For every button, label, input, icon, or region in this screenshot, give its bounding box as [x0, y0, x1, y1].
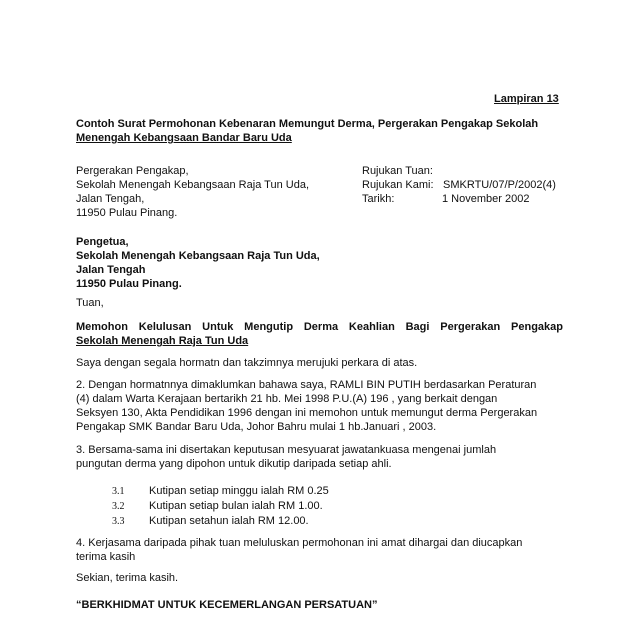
recipient-line: Sekolah Menengah Kebangsaan Raja Tun Uda, [76, 250, 320, 262]
sender-line: Pergerakan Pengakap, [76, 165, 189, 177]
list-item [112, 514, 329, 529]
motto: “BERKHIDMAT UNTUK KECEMERLANGAN PERSATUAN” [76, 599, 378, 611]
paragraph-2-line: 2. Dengan hormatnnya dimaklumkan bahawa saya, RAMLI BIN PUTIH berdasarkan Peraturan [76, 379, 537, 391]
paragraph-4 [76, 536, 522, 564]
list-item [112, 499, 329, 514]
list-item-number: 3.2 [112, 501, 125, 512]
list-item-number: 3.3 [112, 516, 125, 527]
paragraph-2-line: (4) dalam Warta Kerajaan bertarikh 21 hb. Mei 1998 P.U.(A) 196 , yang berkait dengan [76, 393, 498, 405]
contribution-list [112, 484, 329, 529]
recipient-line: Jalan Tengah [76, 264, 146, 276]
paragraph-4-line: 4. Kerjasama daripada pihak tuan meluluskan permohonan ini amat dihargai dan diucapkan [76, 537, 523, 549]
list-item-text: Kutipan setahun ialah RM 12.00. [149, 515, 309, 527]
paragraph-4-line: terima kasih [76, 551, 136, 563]
paragraph-2 [76, 378, 537, 434]
reference-ours-label: Rujukan Kami: [362, 179, 434, 191]
recipient-address [76, 235, 320, 291]
list-item-number: 3.1 [112, 486, 125, 497]
closing: Sekian, terima kasih. [76, 572, 179, 584]
recipient-line: 11950 Pulau Pinang. [76, 278, 182, 290]
sender-line: 11950 Pulau Pinang. [76, 207, 178, 219]
list-item-text: Kutipan setiap bulan ialah RM 1.00. [149, 500, 323, 512]
paragraph-3-line: pungutan derma yang dipohon untuk dikutip daripada setiap ahli. [76, 458, 392, 470]
sender-address [76, 164, 309, 220]
sender-line: Jalan Tengah, [76, 193, 145, 205]
paragraph-2-line: Seksyen 130, Akta Pendidikan 1996 dengan ini memohon untuk memungut derma Pergerakan [76, 407, 538, 419]
list-item-text: Kutipan setiap minggu ialah RM 0.25 [149, 485, 329, 497]
paragraph-2-line: Pengakap SMK Bandar Baru Uda, Johor Bahru mulai 1 hb.Januari , 2003. [76, 421, 437, 433]
paragraph-3-line: 3. Bersama-sama ini disertakan keputusan mesyuarat jawatankuasa mengenai jumlah [76, 444, 497, 456]
attachment-label: Lampiran 13 [494, 93, 559, 105]
reference-ours-value: SMKRTU/07/P/2002(4) [443, 179, 556, 191]
subject-line-1: Memohon Kelulusan Untuk Mengutip Derma Keahlian Bagi Pergerakan Pengakap [76, 321, 563, 333]
title-line-2: Menengah Kebangsaan Bandar Baru Uda [76, 132, 292, 144]
reference-yours-label: Rujukan Tuan: [362, 165, 433, 177]
sender-line: Sekolah Menengah Kebangsaan Raja Tun Uda, [76, 179, 310, 191]
subject-line-2: Sekolah Menengah Raja Tun Uda [76, 335, 249, 347]
recipient-line: Pengetua, [76, 236, 129, 248]
date-label: Tarikh: [362, 193, 395, 205]
list-item [112, 484, 329, 499]
title-line-1: Contoh Surat Permohonan Kebenaran Memungut Derma, Pergerakan Pengakap Sekolah [76, 118, 539, 130]
subject [76, 320, 563, 348]
paragraph-1: Saya dengan segala hormatn dan takzimnya merujuki perkara di atas. [76, 357, 418, 369]
salutation: Tuan, [76, 297, 104, 309]
letter-title [76, 117, 538, 145]
paragraph-3 [76, 443, 496, 471]
date-value: 1 November 2002 [442, 193, 530, 205]
